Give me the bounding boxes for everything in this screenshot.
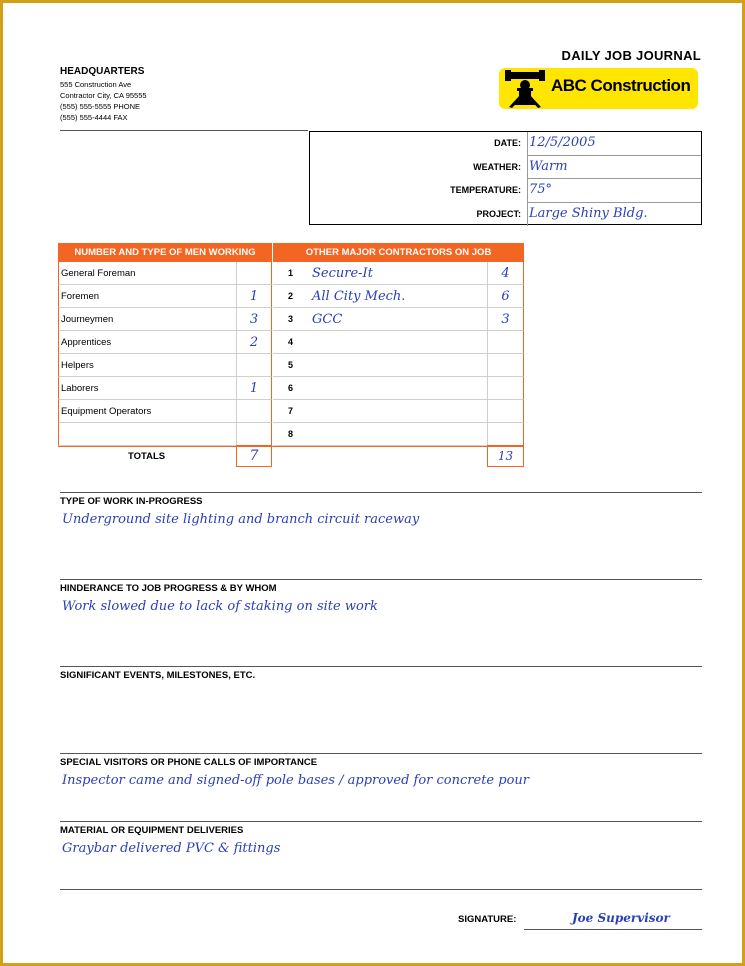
project-label: PROJECT: — [476, 208, 521, 219]
contractor-name-field[interactable]: All City Mech. — [309, 285, 487, 308]
work-field[interactable]: Underground site lighting and branch circuit raceway — [62, 512, 420, 527]
weather-field[interactable]: Warm — [527, 156, 701, 179]
signature-field[interactable]: Joe Supervisor — [572, 911, 670, 925]
visitors-divider — [60, 753, 702, 754]
table-bottom-border — [58, 446, 524, 447]
table-row — [58, 377, 524, 400]
construction-worker-icon — [503, 68, 547, 109]
hq-phone: (555) 555-5555 PHONE — [60, 102, 141, 111]
hinder-divider — [60, 579, 702, 580]
job-info-box — [309, 131, 702, 225]
hq-title: HEADQUARTERS — [60, 66, 145, 77]
contractor-count-field[interactable]: 3 — [487, 308, 524, 331]
work-divider — [60, 492, 702, 493]
table-row — [58, 354, 524, 377]
man-count-field[interactable]: 3 — [236, 308, 272, 331]
hq-address-line-1: 555 Construction Ave — [60, 80, 132, 89]
man-type-label: General Foreman — [58, 262, 236, 285]
table-row — [58, 285, 524, 308]
man-type-label: Laborers — [58, 377, 236, 400]
weather-label: WEATHER: — [473, 161, 521, 172]
crew-table — [58, 243, 524, 468]
contractor-name-field[interactable] — [309, 331, 487, 354]
header-divider — [60, 130, 308, 131]
materials-divider — [60, 821, 702, 822]
man-count-field[interactable] — [236, 423, 272, 446]
contractor-count-field[interactable]: 4 — [487, 262, 524, 285]
total-contractors-field[interactable]: 13 — [487, 445, 524, 467]
project-row — [310, 203, 701, 227]
man-type-label: Foremen — [58, 285, 236, 308]
contractor-name-field[interactable] — [309, 354, 487, 377]
project-field[interactable]: Large Shiny Bldg. — [527, 203, 701, 226]
contractor-name-field[interactable] — [309, 423, 487, 446]
totals-label: TOTALS — [128, 451, 166, 462]
man-count-field[interactable]: 1 — [236, 285, 272, 308]
contractor-number: 6 — [273, 377, 309, 400]
work-title: TYPE OF WORK IN-PROGRESS — [60, 496, 203, 507]
table-row — [58, 400, 524, 423]
table-row — [58, 262, 524, 285]
hq-address-line-2: Contractor City, CA 95555 — [60, 91, 147, 100]
man-type-label: Helpers — [58, 354, 236, 377]
temperature-row — [310, 179, 701, 203]
hinder-title: HINDERANCE TO JOB PROGRESS & BY WHOM — [60, 583, 277, 594]
table-row — [58, 331, 524, 354]
contractor-number: 7 — [273, 400, 309, 423]
materials-field[interactable]: Graybar delivered PVC & fittings — [62, 841, 281, 856]
contractor-count-field[interactable] — [487, 354, 524, 377]
contractor-number: 3 — [273, 308, 309, 331]
man-count-field[interactable]: 1 — [236, 377, 272, 400]
events-divider — [60, 666, 702, 667]
signature-divider — [60, 889, 702, 890]
temperature-label: TEMPERATURE: — [450, 185, 521, 195]
contractor-name-field[interactable] — [309, 377, 487, 400]
company-logo-text: ABC Construction — [551, 76, 691, 95]
contractor-number: 1 — [273, 262, 309, 285]
man-count-field[interactable] — [236, 400, 272, 423]
contractor-count-field[interactable] — [487, 331, 524, 354]
hinder-field[interactable]: Work slowed due to lack of staking on site work — [62, 599, 378, 614]
contractor-number: 5 — [273, 354, 309, 377]
contractor-count-field[interactable] — [487, 400, 524, 423]
man-type-label — [58, 423, 236, 446]
contractor-number: 4 — [273, 331, 309, 354]
date-label: DATE: — [494, 138, 521, 148]
signature-line — [524, 929, 702, 930]
hq-fax: (555) 555-4444 FAX — [60, 113, 128, 122]
contractor-count-field[interactable] — [487, 423, 524, 446]
man-type-label: Equipment Operators — [58, 400, 236, 423]
man-count-field[interactable]: 2 — [236, 331, 272, 354]
temperature-field[interactable]: 75° — [527, 179, 701, 202]
table-row — [58, 308, 524, 331]
contractors-header: OTHER MAJOR CONTRACTORS ON JOB — [273, 243, 524, 262]
weather-row — [310, 156, 701, 180]
signature-label: SIGNATURE: — [458, 914, 517, 925]
contractor-count-field[interactable]: 6 — [487, 285, 524, 308]
visitors-title: SPECIAL VISITORS OR PHONE CALLS OF IMPORTANCE — [60, 757, 318, 768]
man-count-field[interactable] — [236, 354, 272, 377]
contractor-name-field[interactable] — [309, 400, 487, 423]
materials-title: MATERIAL OR EQUIPMENT DELIVERIES — [60, 825, 244, 836]
contractor-count-field[interactable] — [487, 377, 524, 400]
contractor-name-field[interactable]: GCC — [309, 308, 487, 331]
man-type-label: Journeymen — [58, 308, 236, 331]
date-field[interactable]: 12/5/2005 — [527, 132, 701, 155]
company-logo — [499, 68, 698, 109]
contractor-number: 2 — [273, 285, 309, 308]
events-title: SIGNIFICANT EVENTS, MILESTONES, ETC. — [60, 670, 256, 681]
man-count-field[interactable] — [236, 262, 272, 285]
document-title: DAILY JOB JOURNAL — [561, 48, 701, 63]
visitors-field[interactable]: Inspector came and signed-off pole bases / approved for concrete pour — [62, 773, 529, 788]
contractor-number: 8 — [273, 423, 309, 446]
man-type-label: Apprentices — [58, 331, 236, 354]
men-working-header: NUMBER AND TYPE OF MEN WORKING — [58, 243, 272, 262]
date-row — [310, 132, 701, 156]
total-men-field[interactable]: 7 — [236, 445, 272, 467]
table-row — [58, 423, 524, 446]
contractor-name-field[interactable]: Secure-It — [309, 262, 487, 285]
